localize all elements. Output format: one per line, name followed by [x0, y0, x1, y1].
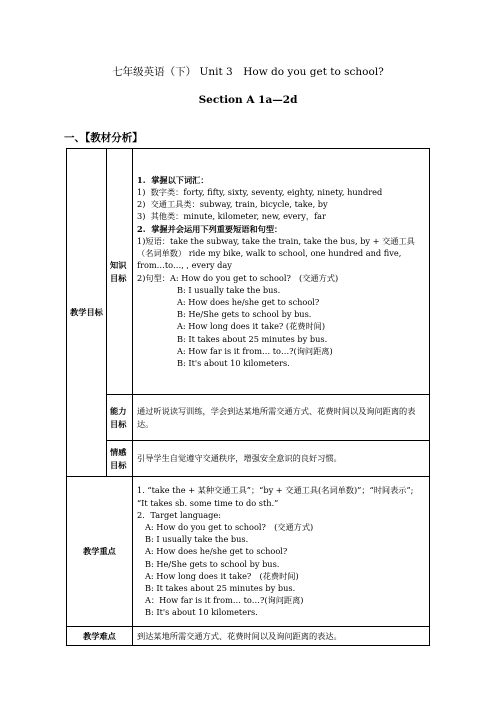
teaching-goals-label: 教学目标	[67, 149, 107, 477]
key-point-line: A: How do you get to school? (交通方式)	[145, 521, 314, 532]
knowledge-line: A: How does he/she get to school?	[177, 296, 320, 307]
difficulties-content: 到达某地所需交通方式、花费时间以及询问距离的表达。	[133, 627, 430, 646]
table-row	[67, 627, 430, 646]
knowledge-line: 2)句型：A: How do you get to school? (交通方式)	[137, 272, 339, 283]
key-point-line: A：How far is it from… to…?(询问距离)	[145, 595, 304, 606]
knowledge-line: B: He/She gets to school by bus.	[177, 309, 312, 320]
document-title: 七年级英语（下） Unit 3 How do you get to school?	[112, 66, 384, 78]
emotion-goal-content: 引导学生自觉遵守交通秩序，增强安全意识的良好习惯。	[133, 441, 430, 477]
difficulties-label: 教学难点	[67, 627, 133, 646]
knowledge-line: 1)短语：take the subway, take the train, take the bus, by + 交通工具（名词单数） ride my bike, walk to school, one hundred and five, from…to…, , every day	[137, 235, 415, 271]
emotion-goal-label: 情感目标	[107, 441, 133, 477]
knowledge-goal-label: 知识目标	[107, 149, 133, 395]
knowledge-line: B: It's about 10 kilometers.	[177, 357, 290, 368]
knowledge-line: B: I usually take the bus.	[177, 284, 281, 295]
key-point-line: 1. “take the + 某种交通工具”；“by + 交通工具(名词单数)”；“时间表示”; “It takes sb. some time to do sth.”	[137, 485, 425, 508]
knowledge-line: A: How far is it from… to…?(询问距离)	[177, 345, 333, 356]
document-subtitle: Section A 1a—2d	[198, 94, 298, 106]
knowledge-line: 2. 掌握并会运用下列重要短语和句型：	[137, 223, 283, 234]
knowledge-line: 3) 其他类：minute, kilometer, new, every，far	[137, 211, 326, 222]
ability-goal-label: 能力目标	[107, 395, 133, 441]
key-point-line: 2．Target language:	[137, 509, 222, 520]
section-heading: 一、【教材分析】	[64, 132, 143, 144]
knowledge-line: 1) 数字类：forty, fifty, sixty, seventy, eighty, ninety, hundred	[137, 187, 383, 198]
table-row	[67, 477, 430, 627]
key-point-line: B: He/She gets to school by bus.	[145, 558, 280, 569]
key-point-line: B: It's about 10 kilometers.	[145, 607, 258, 618]
knowledge-line: B: It takes about 25 minutes by bus.	[177, 333, 328, 344]
lesson-plan-table	[66, 148, 430, 646]
key-points-content	[133, 477, 430, 627]
key-points-label: 教学重点	[67, 477, 133, 627]
table-row	[67, 441, 430, 477]
key-point-line: A: How does he/she get to school?	[145, 546, 288, 557]
key-point-line: B: It takes about 25 minutes by bus.	[145, 583, 296, 593]
key-point-line: B: I usually take the bus.	[145, 534, 249, 545]
table-row	[67, 395, 430, 441]
knowledge-goal-content	[133, 149, 430, 395]
key-point-line: A: How long does it take? (花费时间)	[145, 570, 299, 581]
knowledge-line: A: How long does it take? (花费时间)	[177, 321, 326, 332]
table-row	[67, 149, 430, 395]
knowledge-line: 1. 掌握以下词汇：	[137, 174, 209, 185]
ability-goal-content: 通过听说读写训练，学会到达某地所需交通方式、花费时间以及询问距离的表达。	[133, 395, 430, 441]
knowledge-line: 2) 交通工具类：subway, train, bicycle, take, by	[137, 199, 328, 210]
